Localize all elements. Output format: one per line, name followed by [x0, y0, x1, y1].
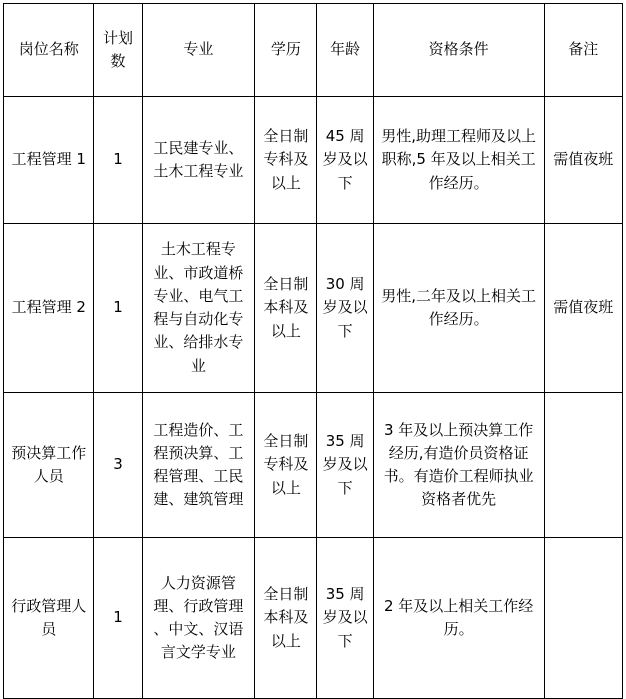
cell-qualification: 3 年及以上预决算工作经历,有造价员资格证书。有造价工程师执业资格者优先	[373, 393, 544, 538]
cell-plan: 1	[94, 97, 142, 224]
column-header-age: 年龄	[317, 4, 373, 97]
cell-education: 全日制专科及以上	[255, 97, 317, 224]
table-row	[4, 538, 623, 699]
cell-position: 行政管理人员	[4, 538, 94, 699]
table-row	[4, 97, 623, 224]
cell-remark	[544, 538, 622, 699]
cell-plan: 3	[94, 393, 142, 538]
cell-age: 35 周岁及以下	[317, 538, 373, 699]
cell-qualification: 男性,二年及以上相关工作经历。	[373, 224, 544, 393]
cell-education: 全日制本科及以上	[255, 538, 317, 699]
cell-age: 30 周岁及以下	[317, 224, 373, 393]
recruitment-position-table	[3, 3, 623, 699]
cell-education: 全日制本科及以上	[255, 224, 317, 393]
cell-position: 预决算工作人员	[4, 393, 94, 538]
column-header-qualification: 资格条件	[373, 4, 544, 97]
document-page	[0, 3, 626, 697]
column-header-position: 岗位名称	[4, 4, 94, 97]
cell-qualification: 2 年及以上相关工作经历。	[373, 538, 544, 699]
cell-major: 土木工程专业、市政道桥专业、电气工程与自动化专业、给排水专业	[142, 224, 255, 393]
cell-major: 人力资源管理、行政管理 、中文、汉语言文学专业	[142, 538, 255, 699]
cell-plan: 1	[94, 538, 142, 699]
table-header-row	[4, 4, 623, 97]
column-header-plan: 计划数	[94, 4, 142, 97]
cell-major: 工民建专业、土木工程专业	[142, 97, 255, 224]
cell-plan: 1	[94, 224, 142, 393]
column-header-major: 专业	[142, 4, 255, 97]
cell-major: 工程造价、工程预决算、工程管理、工民建、建筑管理	[142, 393, 255, 538]
cell-age: 45 周岁及以下	[317, 97, 373, 224]
table-header	[4, 4, 623, 97]
cell-education: 全日制专科及以上	[255, 393, 317, 538]
column-header-education: 学历	[255, 4, 317, 97]
cell-position: 工程管理 1	[4, 97, 94, 224]
cell-remark: 需值夜班	[544, 97, 622, 224]
table-row	[4, 393, 623, 538]
cell-age: 35 周岁及以下	[317, 393, 373, 538]
cell-remark: 需值夜班	[544, 224, 622, 393]
table-row	[4, 224, 623, 393]
column-header-remark: 备注	[544, 4, 622, 97]
table-body	[4, 97, 623, 699]
cell-remark	[544, 393, 622, 538]
cell-position: 工程管理 2	[4, 224, 94, 393]
cell-qualification: 男性,助理工程师及以上职称,5 年及以上相关工作经历。	[373, 97, 544, 224]
